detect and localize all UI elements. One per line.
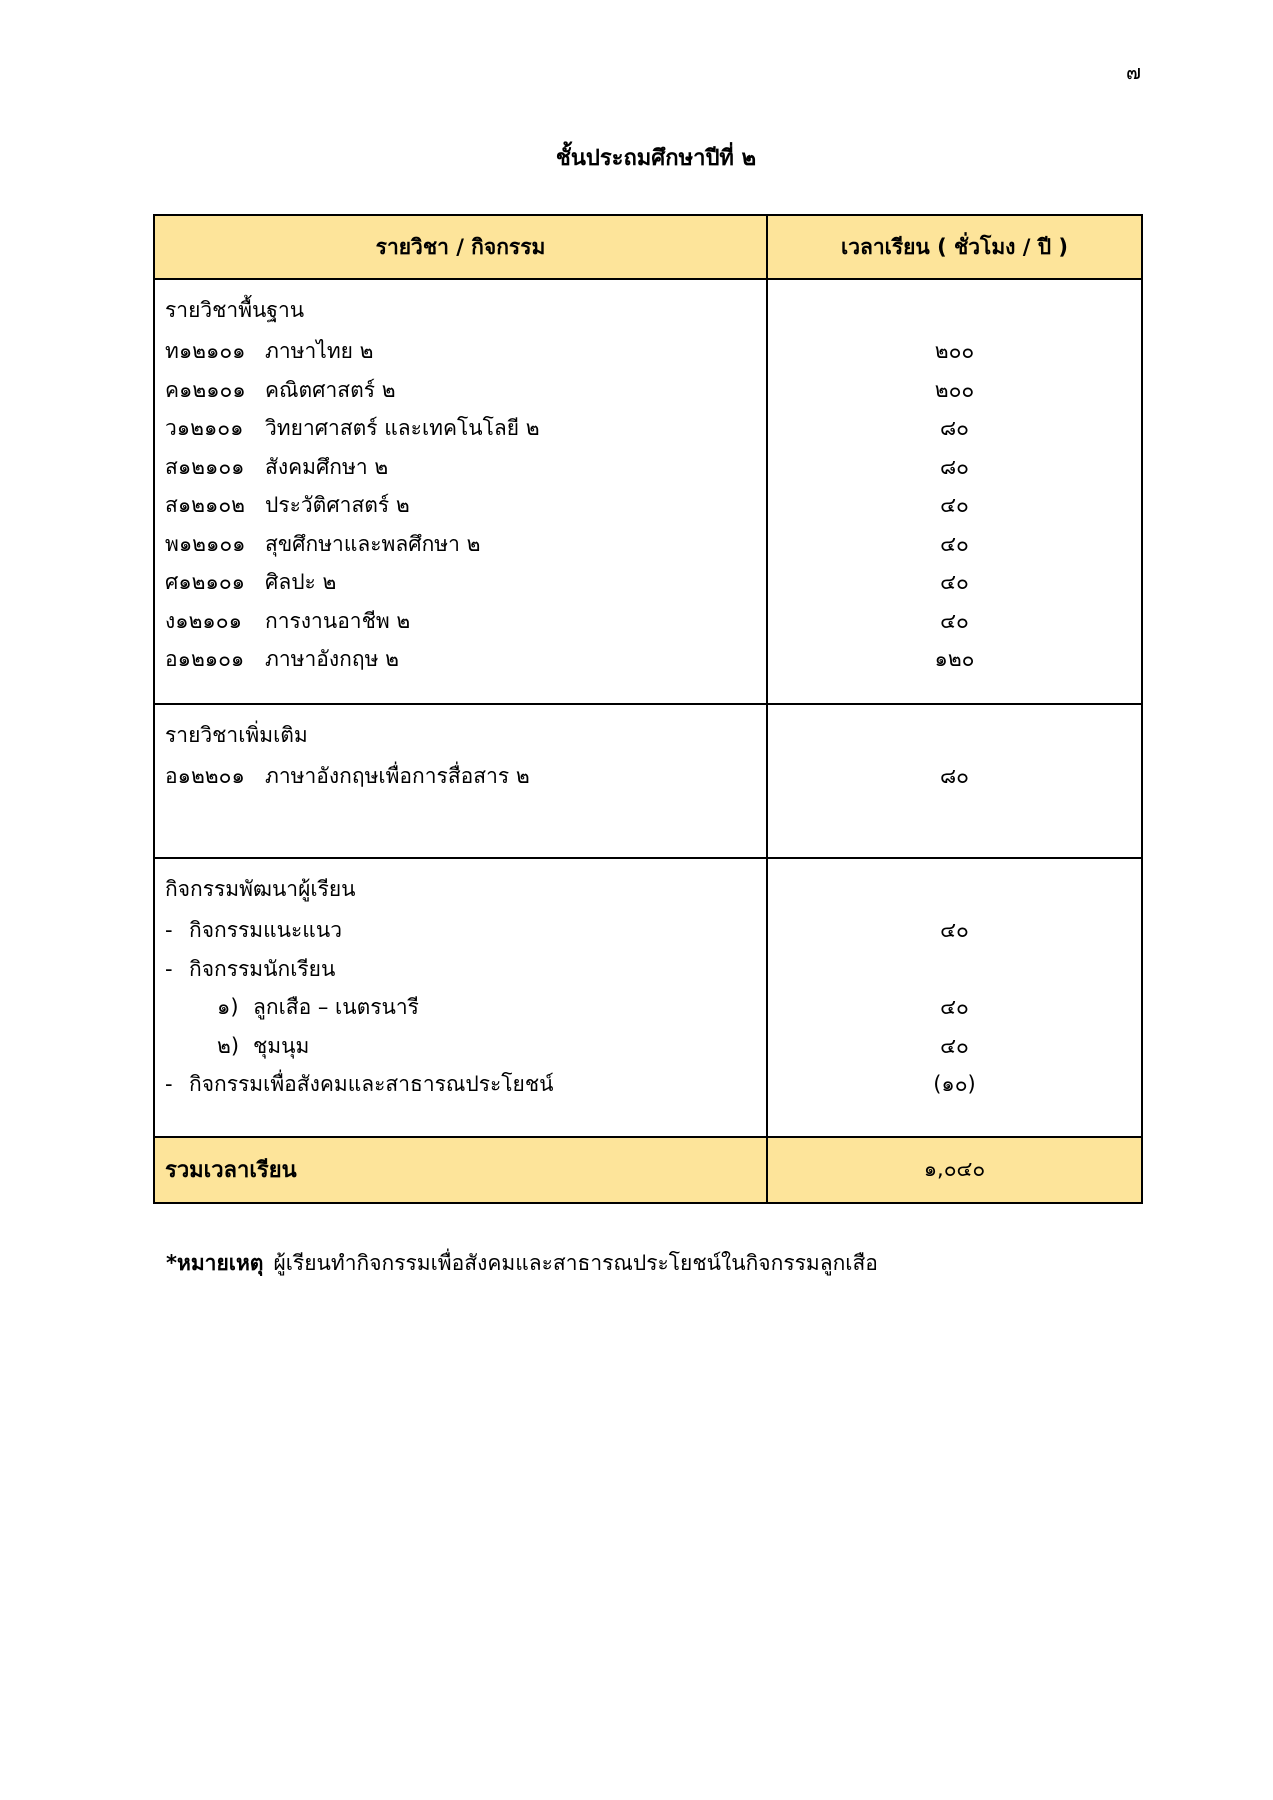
subject-row [165,409,756,448]
remark-text: ผู้เรียนทำกิจกรรมเพื่อสังคมและสาธารณประโยชน์ในกิจกรรมลูกเสือ [273,1251,878,1275]
bullet: - [165,918,173,942]
activities-hours-cell [767,858,1142,1137]
sub-number: ๒) [217,1033,240,1058]
bullet: - [165,956,173,981]
subject-row [165,757,756,796]
subject-code: อ๑๒๑๐๑ [165,647,245,671]
hours-value: ๔๐ [940,1033,969,1058]
subject-row [165,602,756,641]
activity-label: กิจกรรมนักเรียน [189,956,336,981]
activity-label: กิจกรรมแนะแนว [189,918,342,942]
section-basic [154,279,1142,704]
section-heading-activities: กิจกรรมพัฒนาผู้เรียน [165,877,356,901]
hours-value: (๑๐) [933,1072,976,1096]
total-value: ๑,๐๔๐ [767,1137,1142,1203]
section-heading-additional: รายวิชาเพิ่มเติม [165,722,308,747]
subject-name: ภาษาอังกฤษเพื่อการสื่อสาร ๒ [265,763,530,788]
subject-code: ส๑๒๑๐๒ [165,493,245,517]
spacer [778,713,1131,757]
activity-row [165,950,756,989]
hours-value: ๒๐๐ [934,339,975,363]
subject-code: ส๑๒๑๐๑ [165,454,245,479]
spacer [778,867,1131,911]
header-hours: เวลาเรียน ( ชั่วโมง / ปี ) [767,215,1142,279]
hours-value: ๘๐ [939,454,970,479]
remark-note [166,1247,878,1280]
hours-value: ๒๐๐ [934,377,975,402]
remark-label: *หมายเหตุ [166,1251,264,1275]
basic-hours-cell [767,279,1142,704]
page-number: ๗ [1126,60,1142,84]
subject-code: ท๑๒๑๐๑ [165,339,246,363]
bullet: - [165,1072,173,1096]
subject-name: สุขศึกษาและพลศึกษา ๒ [265,531,481,556]
subject-row [165,525,756,564]
hours-value: ๔๐ [940,995,969,1019]
hours-value: ๔๐ [940,918,969,942]
total-label: รวมเวลาเรียน [154,1137,767,1203]
section-heading-basic: รายวิชาพื้นฐาน [165,298,305,322]
curriculum-table-wrapper [153,214,1141,1204]
additional-subjects-cell [154,704,767,859]
section-additional [154,704,1142,859]
subject-name: ศิลปะ ๒ [265,570,337,594]
activity-subrow [165,1027,756,1066]
spacer [778,288,1131,332]
subject-name: ประวัติศาสตร์ ๒ [265,493,410,517]
hours-value: ๔๐ [940,608,969,633]
basic-subjects-cell [154,279,767,704]
hours-value: ๔๐ [940,531,969,556]
activity-row [165,1065,756,1104]
hours-value: ๘๐ [939,416,970,440]
header-subject: รายวิชา / กิจกรรม [154,215,767,279]
subject-code: ศ๑๒๑๐๑ [165,570,245,594]
hours-value: ๘๐ [939,763,970,788]
page-title: ชั้นประถมศึกษาปีที่ ๒ [555,146,757,171]
subject-name: ภาษาไทย ๒ [265,339,374,363]
total-row [154,1137,1142,1203]
hours-value: ๔๐ [940,493,969,517]
hours-value: ๑๒๐ [934,647,975,671]
section-activities [154,858,1142,1137]
table-header-row [154,215,1142,279]
activity-label: ลูกเสือ – เนตรนารี [253,995,419,1019]
subject-name: ภาษาอังกฤษ ๒ [265,647,399,671]
activity-row [165,911,756,950]
subject-name: วิทยาศาสตร์ และเทคโนโลยี ๒ [265,416,540,440]
subject-row [165,640,756,679]
subject-code: ง๑๒๑๐๑ [165,608,242,633]
spacer [778,950,1131,989]
subject-name: การงานอาชีพ ๒ [265,608,411,633]
subject-row [165,563,756,602]
subject-row [165,486,756,525]
subject-code: อ๑๒๒๐๑ [165,763,245,788]
subject-code: ค๑๒๑๐๑ [165,377,246,402]
subject-row [165,332,756,371]
hours-value: ๔๐ [940,570,969,594]
activity-subrow [165,988,756,1027]
subject-row [165,371,756,410]
curriculum-table [153,214,1143,1204]
subject-row [165,448,756,487]
activities-cell [154,858,767,1137]
additional-hours-cell [767,704,1142,859]
subject-code: พ๑๒๑๐๑ [165,531,246,556]
activity-label: กิจกรรมเพื่อสังคมและสาธารณประโยชน์ [189,1072,554,1096]
subject-name: คณิตศาสตร์ ๒ [265,377,396,402]
subject-name: สังคมศึกษา ๒ [265,454,389,479]
sub-number: ๑) [217,995,239,1019]
activity-label: ชุมนุม [253,1033,310,1058]
subject-code: ว๑๒๑๐๑ [165,416,244,440]
